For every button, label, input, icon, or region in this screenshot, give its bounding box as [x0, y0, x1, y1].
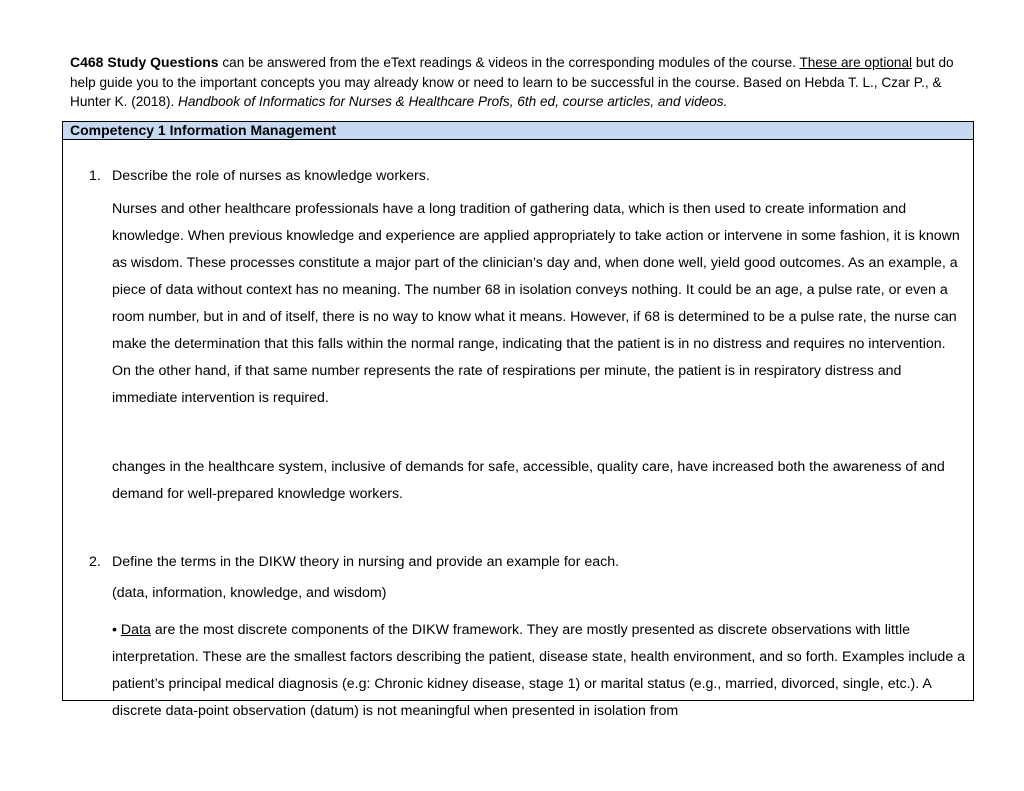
answer-paragraph: changes in the healthcare system, inclusive of demands for safe, accessible, quality care, have increased both the awareness of and demand for well-prepared knowledge workers. [112, 459, 945, 502]
intro-text-2: but do help guide you to the important concepts you may already know or need to learn to be successful in the course. Based on Hebda T. L., Czar P., & Hunter K. (2018). [70, 55, 954, 109]
competency-header: Competency 1 Information Management [63, 122, 973, 140]
question-number: 1. [89, 168, 101, 184]
intro-paragraph [70, 53, 970, 112]
question-1 [89, 166, 430, 186]
competency-table [62, 121, 974, 719]
question-subtitle: (data, information, knowledge, and wisdom) [112, 585, 387, 601]
intro-reference: Handbook of Informatics for Nurses & Healthcare Profs, 6th ed, course articles, and videos. [178, 94, 728, 109]
data-definition-text: are the most discrete components of the DIKW framework. They are mostly presented as discrete observations with little interpretation. These are the smallest factors describing the patient, disease state, health environment, and so forth. Examples include a patient’s principal medical diagnosis (e.g: Chronic kidney disease, stage 1) or marital status (e.g., married, divorced, single, etc.). A discrete data-point observation (datum) is not meaningful when presented in isolation from [112, 622, 966, 719]
question-number: 2. [89, 554, 101, 570]
intro-optional-note: These are optional [799, 55, 913, 70]
answer-paragraph: Nurses and other healthcare professionals have a long tradition of gathering data, which is then used to create information and knowledge. When previous knowledge and experience are applied appropriately to take action or intervene in some fashion, it is known as wisdom. These processes constitute a major part of the clinician’s day and, when done well, yield good outcomes. As an example, a piece of data without context has no meaning. The number 68 in isolation conveys nothing. It could be an age, a pulse rate, or even a room number, but in and of itself, there is no way to know what it means. However, if 68 is determined to be a pulse rate, the nurse can make the determination that this falls within the normal range, indicating that the patient is in no distress and requires no intervention. On the other hand, if that same number represents the rate of respirations per minute, the patient is in respiratory distress and immediate intervention is required. [112, 201, 960, 406]
intro-title: C468 Study Questions [70, 54, 219, 70]
question-2 [89, 552, 619, 572]
data-term: Data [120, 622, 151, 638]
question-text: Define the terms in the DIKW theory in nursing and provide an example for each. [112, 554, 620, 570]
bullet-symbol: • [112, 622, 117, 638]
data-definition [112, 617, 967, 725]
question-text: Describe the role of nurses as knowledge workers. [112, 168, 430, 184]
intro-text-1: can be answered from the eText readings & videos in the corresponding modules of the course. [218, 55, 800, 70]
